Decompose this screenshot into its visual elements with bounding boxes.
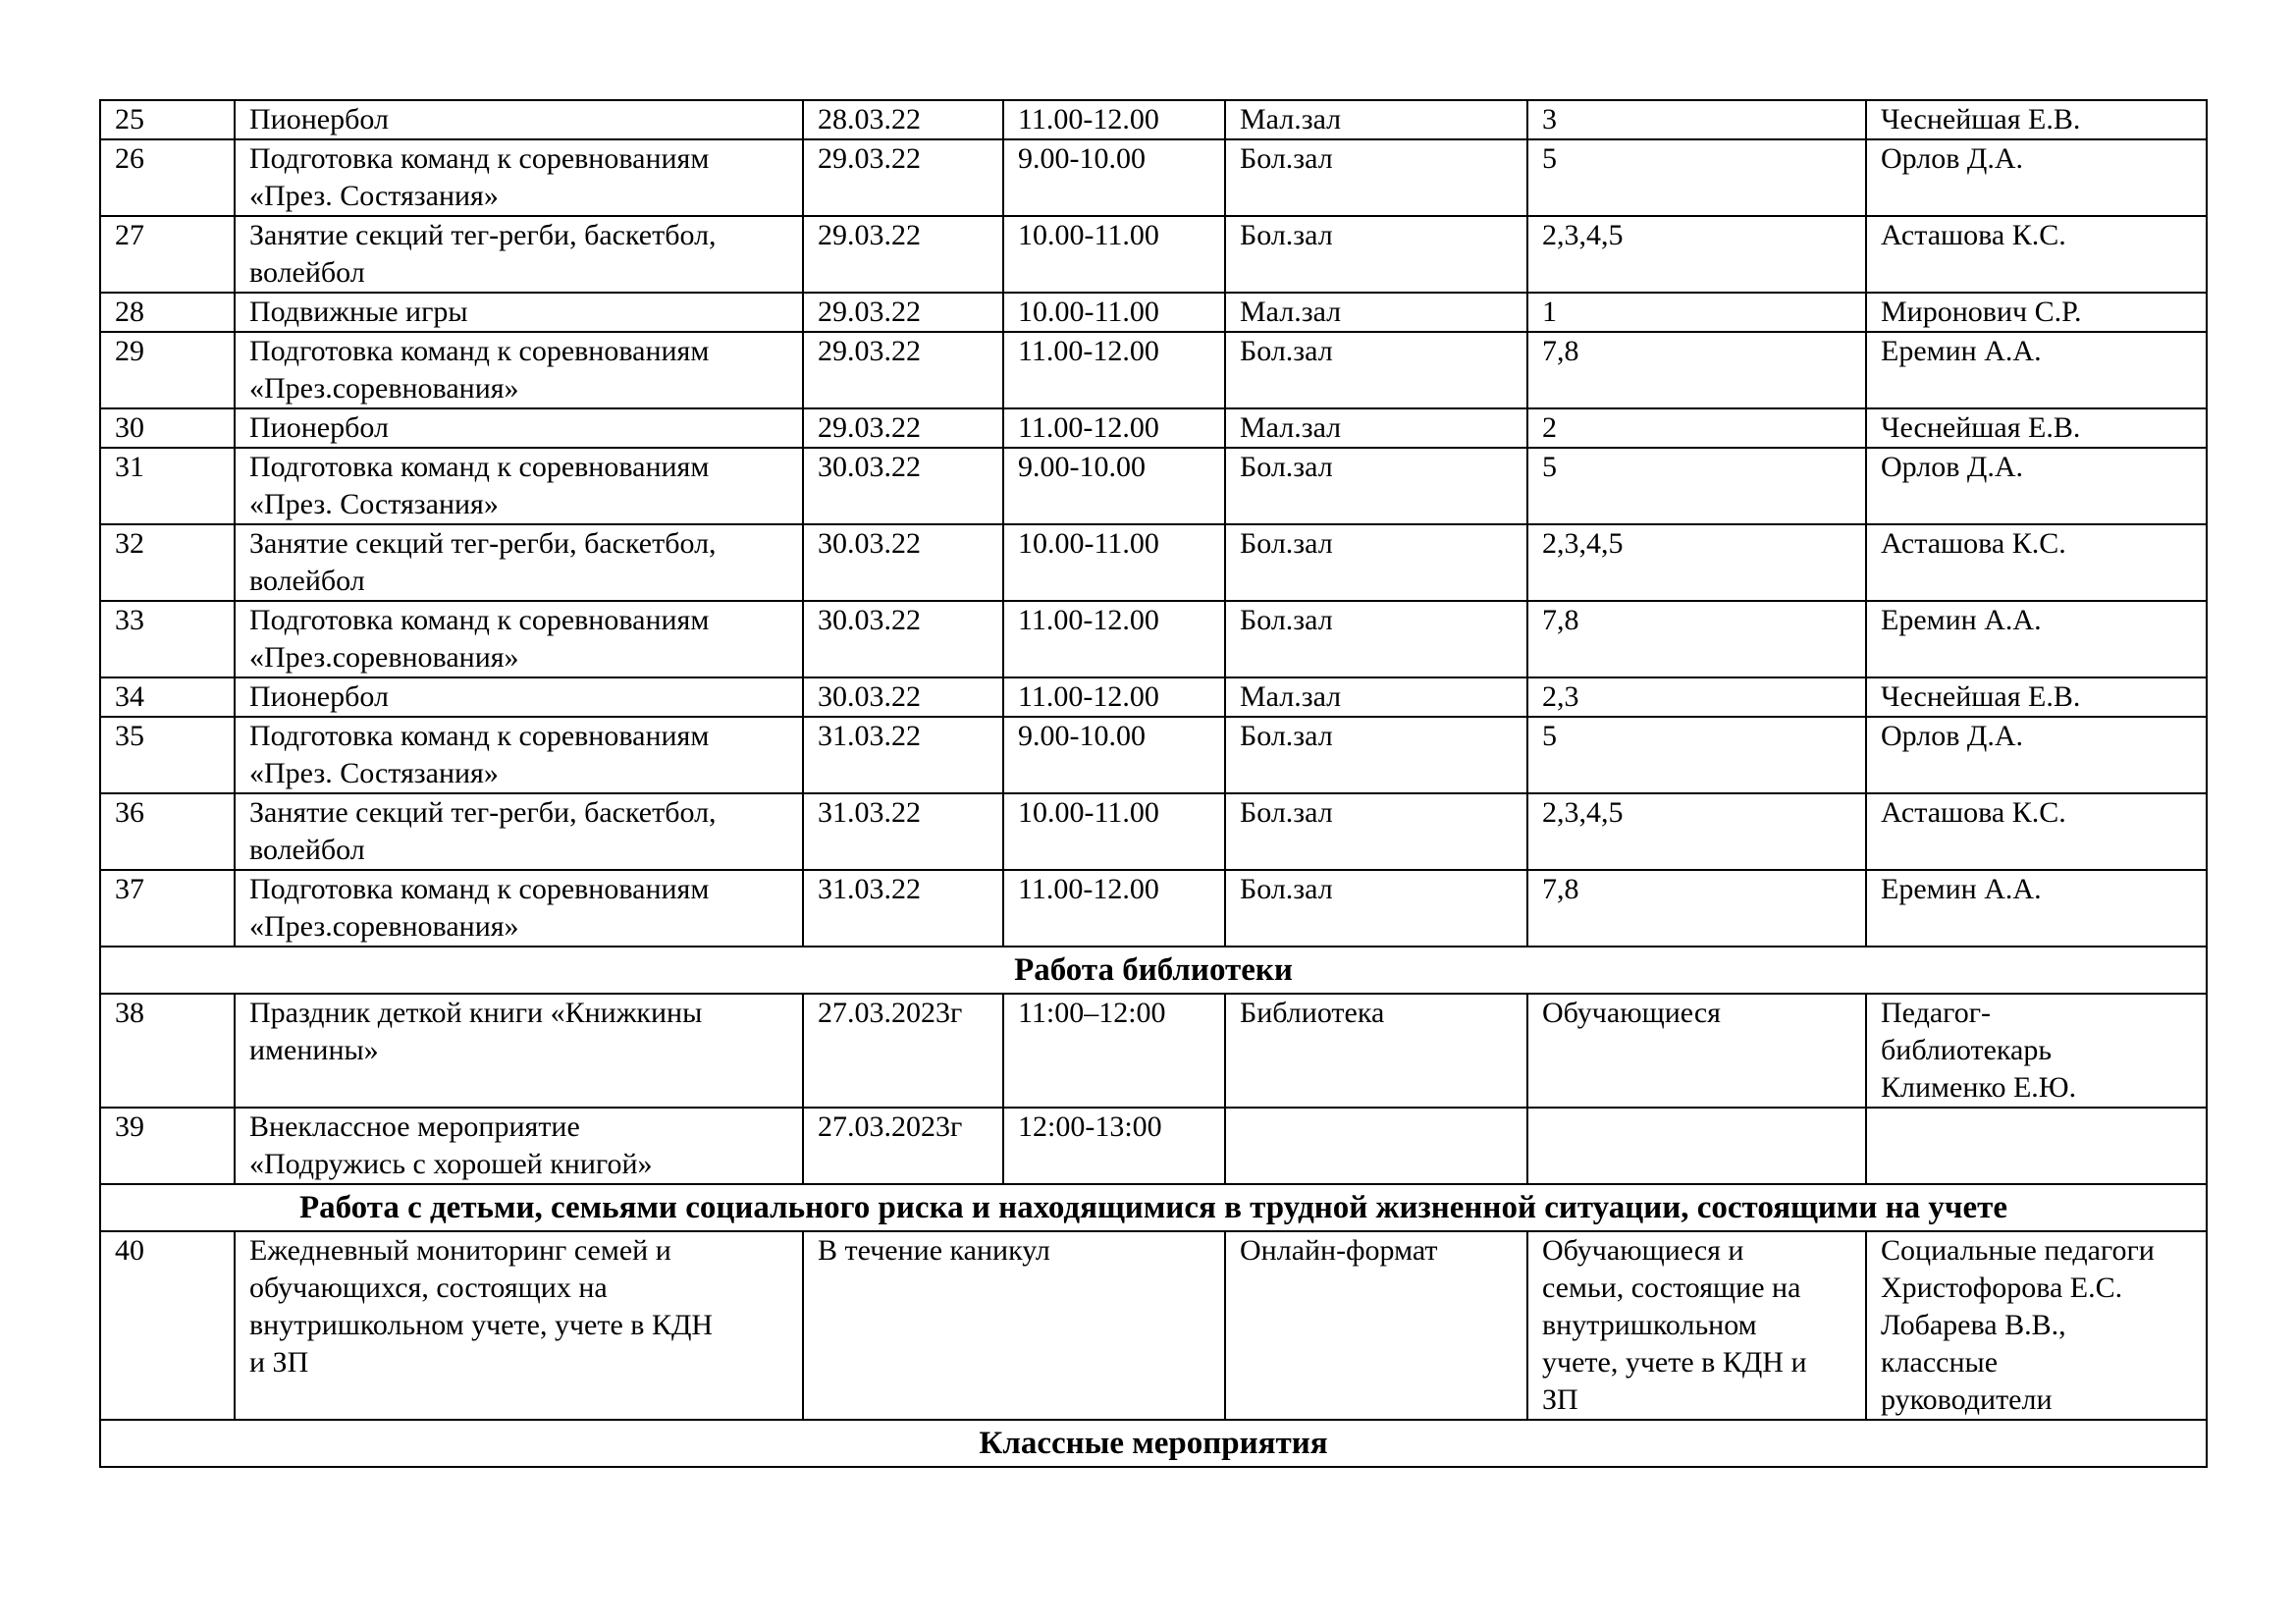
participants (1527, 1231, 1866, 1420)
table-row (100, 139, 2207, 216)
responsible-person-line: Клименко Е.Ю. (1881, 1071, 2077, 1104)
event-name-line: Пионербол (249, 103, 389, 135)
event-name-line: Внеклассное мероприятие (249, 1110, 580, 1143)
event-name-line: Подготовка команд к соревнованиям (249, 335, 710, 367)
responsible-person (1866, 1231, 2207, 1420)
participants: 2 (1527, 408, 1866, 448)
event-name-line: «През.соревнования» (249, 641, 519, 674)
table-row (100, 216, 2207, 293)
row-number: 39 (100, 1108, 235, 1184)
section-social-header (100, 1184, 2207, 1231)
event-time: 11.00-12.00 (1003, 100, 1225, 139)
responsible-person (1866, 408, 2207, 448)
event-name-line: Подготовка команд к соревнованиям (249, 873, 710, 905)
row-number: 29 (100, 332, 235, 408)
table-row (100, 448, 2207, 524)
event-time: 11.00-12.00 (1003, 332, 1225, 408)
event-time: 9.00-10.00 (1003, 448, 1225, 524)
event-name (235, 332, 803, 408)
table-row (100, 408, 2207, 448)
event-place: Бол.зал (1225, 524, 1527, 601)
participants-line: Обучающиеся и (1542, 1234, 1744, 1267)
responsible-person (1866, 448, 2207, 524)
event-name-line: внутришкольном учете, учете в КДН (249, 1309, 714, 1341)
row-number: 27 (100, 216, 235, 293)
row-number: 28 (100, 293, 235, 332)
responsible-person-line: Еремин А.А. (1881, 604, 2042, 636)
event-name-line: волейбол (249, 565, 365, 597)
event-date: 29.03.22 (803, 408, 1003, 448)
responsible-person (1866, 100, 2207, 139)
participants: 5 (1527, 139, 1866, 216)
table-row (100, 100, 2207, 139)
responsible-person (1866, 870, 2207, 947)
responsible-person-line: руководители (1881, 1383, 2053, 1416)
table-row (100, 601, 2207, 677)
event-name (235, 677, 803, 717)
responsible-person-line: Еремин А.А. (1881, 335, 2042, 367)
event-date: 27.03.2023г (803, 994, 1003, 1108)
event-name-line: Пионербол (249, 680, 389, 713)
section-class-header-title: Классные мероприятия (100, 1420, 2207, 1467)
event-name (235, 1108, 803, 1184)
event-time: 11.00-12.00 (1003, 870, 1225, 947)
responsible-person (1866, 1108, 2207, 1184)
row-number: 26 (100, 139, 235, 216)
event-name-line: «Подружись с хорошей книгой» (249, 1148, 653, 1180)
event-time: 9.00-10.00 (1003, 139, 1225, 216)
event-date: 30.03.22 (803, 601, 1003, 677)
event-place: Библиотека (1225, 994, 1527, 1108)
event-place: Мал.зал (1225, 100, 1527, 139)
responsible-person-line: Асташова К.С. (1881, 527, 2066, 560)
event-name-line: «През.соревнования» (249, 372, 519, 405)
row-number: 31 (100, 448, 235, 524)
event-place: Бол.зал (1225, 601, 1527, 677)
event-name (235, 994, 803, 1108)
participants-line: ЗП (1542, 1383, 1578, 1416)
event-date: 31.03.22 (803, 717, 1003, 793)
responsible-person (1866, 293, 2207, 332)
event-place: Бол.зал (1225, 870, 1527, 947)
event-date: 31.03.22 (803, 870, 1003, 947)
participants (1527, 1108, 1866, 1184)
responsible-person-line: Лобарева В.В., (1881, 1309, 2066, 1341)
responsible-person-line: Еремин А.А. (1881, 873, 2042, 905)
event-place: Бол.зал (1225, 216, 1527, 293)
event-name-line: и ЗП (249, 1346, 309, 1379)
responsible-person-line: Христофорова Е.С. (1881, 1272, 2123, 1304)
table-row (100, 524, 2207, 601)
event-date: 31.03.22 (803, 793, 1003, 870)
table-row (100, 1231, 2207, 1420)
responsible-person-line: Асташова К.С. (1881, 219, 2066, 251)
responsible-person-line: классные (1881, 1346, 1999, 1379)
event-name-line: Подготовка команд к соревнованиям (249, 451, 710, 483)
table-row (100, 994, 2207, 1108)
event-name-line: Подготовка команд к соревнованиям (249, 720, 710, 752)
event-name (235, 216, 803, 293)
responsible-person-line: Орлов Д.А. (1881, 720, 2024, 752)
participants: 7,8 (1527, 870, 1866, 947)
event-place: Мал.зал (1225, 408, 1527, 448)
section-library-header-title: Работа библиотеки (100, 947, 2207, 994)
event-name (235, 793, 803, 870)
event-date: 29.03.22 (803, 293, 1003, 332)
responsible-person-line: Асташова К.С. (1881, 796, 2066, 829)
table-row (100, 293, 2207, 332)
event-name-line: именины» (249, 1034, 379, 1066)
event-time: 10.00-11.00 (1003, 793, 1225, 870)
event-time: 11.00-12.00 (1003, 601, 1225, 677)
event-place: Бол.зал (1225, 139, 1527, 216)
row-number: 32 (100, 524, 235, 601)
row-number: 30 (100, 408, 235, 448)
row-number: 33 (100, 601, 235, 677)
responsible-person (1866, 332, 2207, 408)
table-row (100, 793, 2207, 870)
participants: 2,3,4,5 (1527, 524, 1866, 601)
event-name-line: «През. Состязания» (249, 488, 499, 520)
event-name-line: «През.соревнования» (249, 910, 519, 943)
event-name-line: Ежедневный мониторинг семей и (249, 1234, 671, 1267)
responsible-person (1866, 994, 2207, 1108)
event-time: 10.00-11.00 (1003, 216, 1225, 293)
event-place: Бол.зал (1225, 448, 1527, 524)
event-name (235, 717, 803, 793)
participants: 5 (1527, 717, 1866, 793)
event-name (235, 870, 803, 947)
row-number: 37 (100, 870, 235, 947)
event-place: Онлайн-формат (1225, 1231, 1527, 1420)
row-number: 36 (100, 793, 235, 870)
section-social-header-title: Работа с детьми, семьями социального риска и находящимися в трудной жизненной ситуации, состоящими на учете (100, 1184, 2207, 1231)
responsible-person-line: Чеснейшая Е.В. (1881, 103, 2081, 135)
event-name-line: волейбол (249, 256, 365, 289)
section-library-header (100, 947, 2207, 994)
row-number: 38 (100, 994, 235, 1108)
event-name-line: «През. Состязания» (249, 757, 499, 789)
participants: 2,3,4,5 (1527, 793, 1866, 870)
table-row (100, 1108, 2207, 1184)
responsible-person (1866, 677, 2207, 717)
event-name-line: «През. Состязания» (249, 180, 499, 212)
responsible-person (1866, 216, 2207, 293)
row-number: 25 (100, 100, 235, 139)
event-place: Бол.зал (1225, 332, 1527, 408)
event-name (235, 448, 803, 524)
event-name (235, 1231, 803, 1420)
responsible-person (1866, 524, 2207, 601)
participants: 2,3 (1527, 677, 1866, 717)
event-place: Мал.зал (1225, 293, 1527, 332)
event-name-line: Занятие секций тег-регби, баскетбол, (249, 219, 717, 251)
row-number: 34 (100, 677, 235, 717)
event-name (235, 408, 803, 448)
event-name-line: волейбол (249, 834, 365, 866)
section-class-header (100, 1420, 2207, 1467)
schedule-table (99, 99, 2208, 1468)
event-name-line: Праздник деткой книги «Книжкины (249, 997, 703, 1029)
event-time: 11.00-12.00 (1003, 408, 1225, 448)
event-date: 30.03.22 (803, 448, 1003, 524)
responsible-person-line: Чеснейшая Е.В. (1881, 680, 2081, 713)
event-name-line: Подготовка команд к соревнованиям (249, 142, 710, 175)
event-time: 12:00-13:00 (1003, 1108, 1225, 1184)
responsible-person-line: Педагог- (1881, 997, 1992, 1029)
event-date: 29.03.22 (803, 216, 1003, 293)
responsible-person-line: Чеснейшая Е.В. (1881, 411, 2081, 444)
participants: 7,8 (1527, 332, 1866, 408)
event-place (1225, 1108, 1527, 1184)
event-name (235, 524, 803, 601)
event-date: 28.03.22 (803, 100, 1003, 139)
event-name-line: обучающихся, состоящих на (249, 1272, 608, 1304)
event-name-line: Подготовка команд к соревнованиям (249, 604, 710, 636)
event-time: 10.00-11.00 (1003, 524, 1225, 601)
responsible-person (1866, 139, 2207, 216)
responsible-person (1866, 793, 2207, 870)
event-period: В течение каникул (803, 1231, 1225, 1420)
responsible-person-line: Социальные педагоги (1881, 1234, 2155, 1267)
participants: 7,8 (1527, 601, 1866, 677)
event-date: 30.03.22 (803, 677, 1003, 717)
participants: 5 (1527, 448, 1866, 524)
participants: 3 (1527, 100, 1866, 139)
event-name (235, 139, 803, 216)
event-date: 27.03.2023г (803, 1108, 1003, 1184)
table-row (100, 717, 2207, 793)
row-number: 35 (100, 717, 235, 793)
event-name-line: Пионербол (249, 411, 389, 444)
participants-line: учете, учете в КДН и (1542, 1346, 1807, 1379)
row-number: 40 (100, 1231, 235, 1420)
table-row (100, 332, 2207, 408)
responsible-person-line: Орлов Д.А. (1881, 451, 2024, 483)
event-place: Мал.зал (1225, 677, 1527, 717)
event-name (235, 293, 803, 332)
event-time: 9.00-10.00 (1003, 717, 1225, 793)
event-place: Бол.зал (1225, 793, 1527, 870)
participants: Обучающиеся (1527, 994, 1866, 1108)
responsible-person (1866, 717, 2207, 793)
participants: 1 (1527, 293, 1866, 332)
event-date: 29.03.22 (803, 139, 1003, 216)
event-date: 29.03.22 (803, 332, 1003, 408)
event-time: 10.00-11.00 (1003, 293, 1225, 332)
responsible-person (1866, 601, 2207, 677)
participants: 2,3,4,5 (1527, 216, 1866, 293)
table-row (100, 677, 2207, 717)
participants-line: внутришкольном (1542, 1309, 1757, 1341)
responsible-person-line: Орлов Д.А. (1881, 142, 2024, 175)
event-name-line: Подвижные игры (249, 296, 468, 328)
event-name (235, 100, 803, 139)
event-time: 11:00–12:00 (1003, 994, 1225, 1108)
event-name (235, 601, 803, 677)
event-name-line: Занятие секций тег-регби, баскетбол, (249, 527, 717, 560)
event-date: 30.03.22 (803, 524, 1003, 601)
responsible-person-line: библиотекарь (1881, 1034, 2053, 1066)
event-name-line: Занятие секций тег-регби, баскетбол, (249, 796, 717, 829)
responsible-person-line: Миронович С.Р. (1881, 296, 2082, 328)
event-time: 11.00-12.00 (1003, 677, 1225, 717)
participants-line: семьи, состоящие на (1542, 1272, 1801, 1304)
table-row (100, 870, 2207, 947)
event-place: Бол.зал (1225, 717, 1527, 793)
